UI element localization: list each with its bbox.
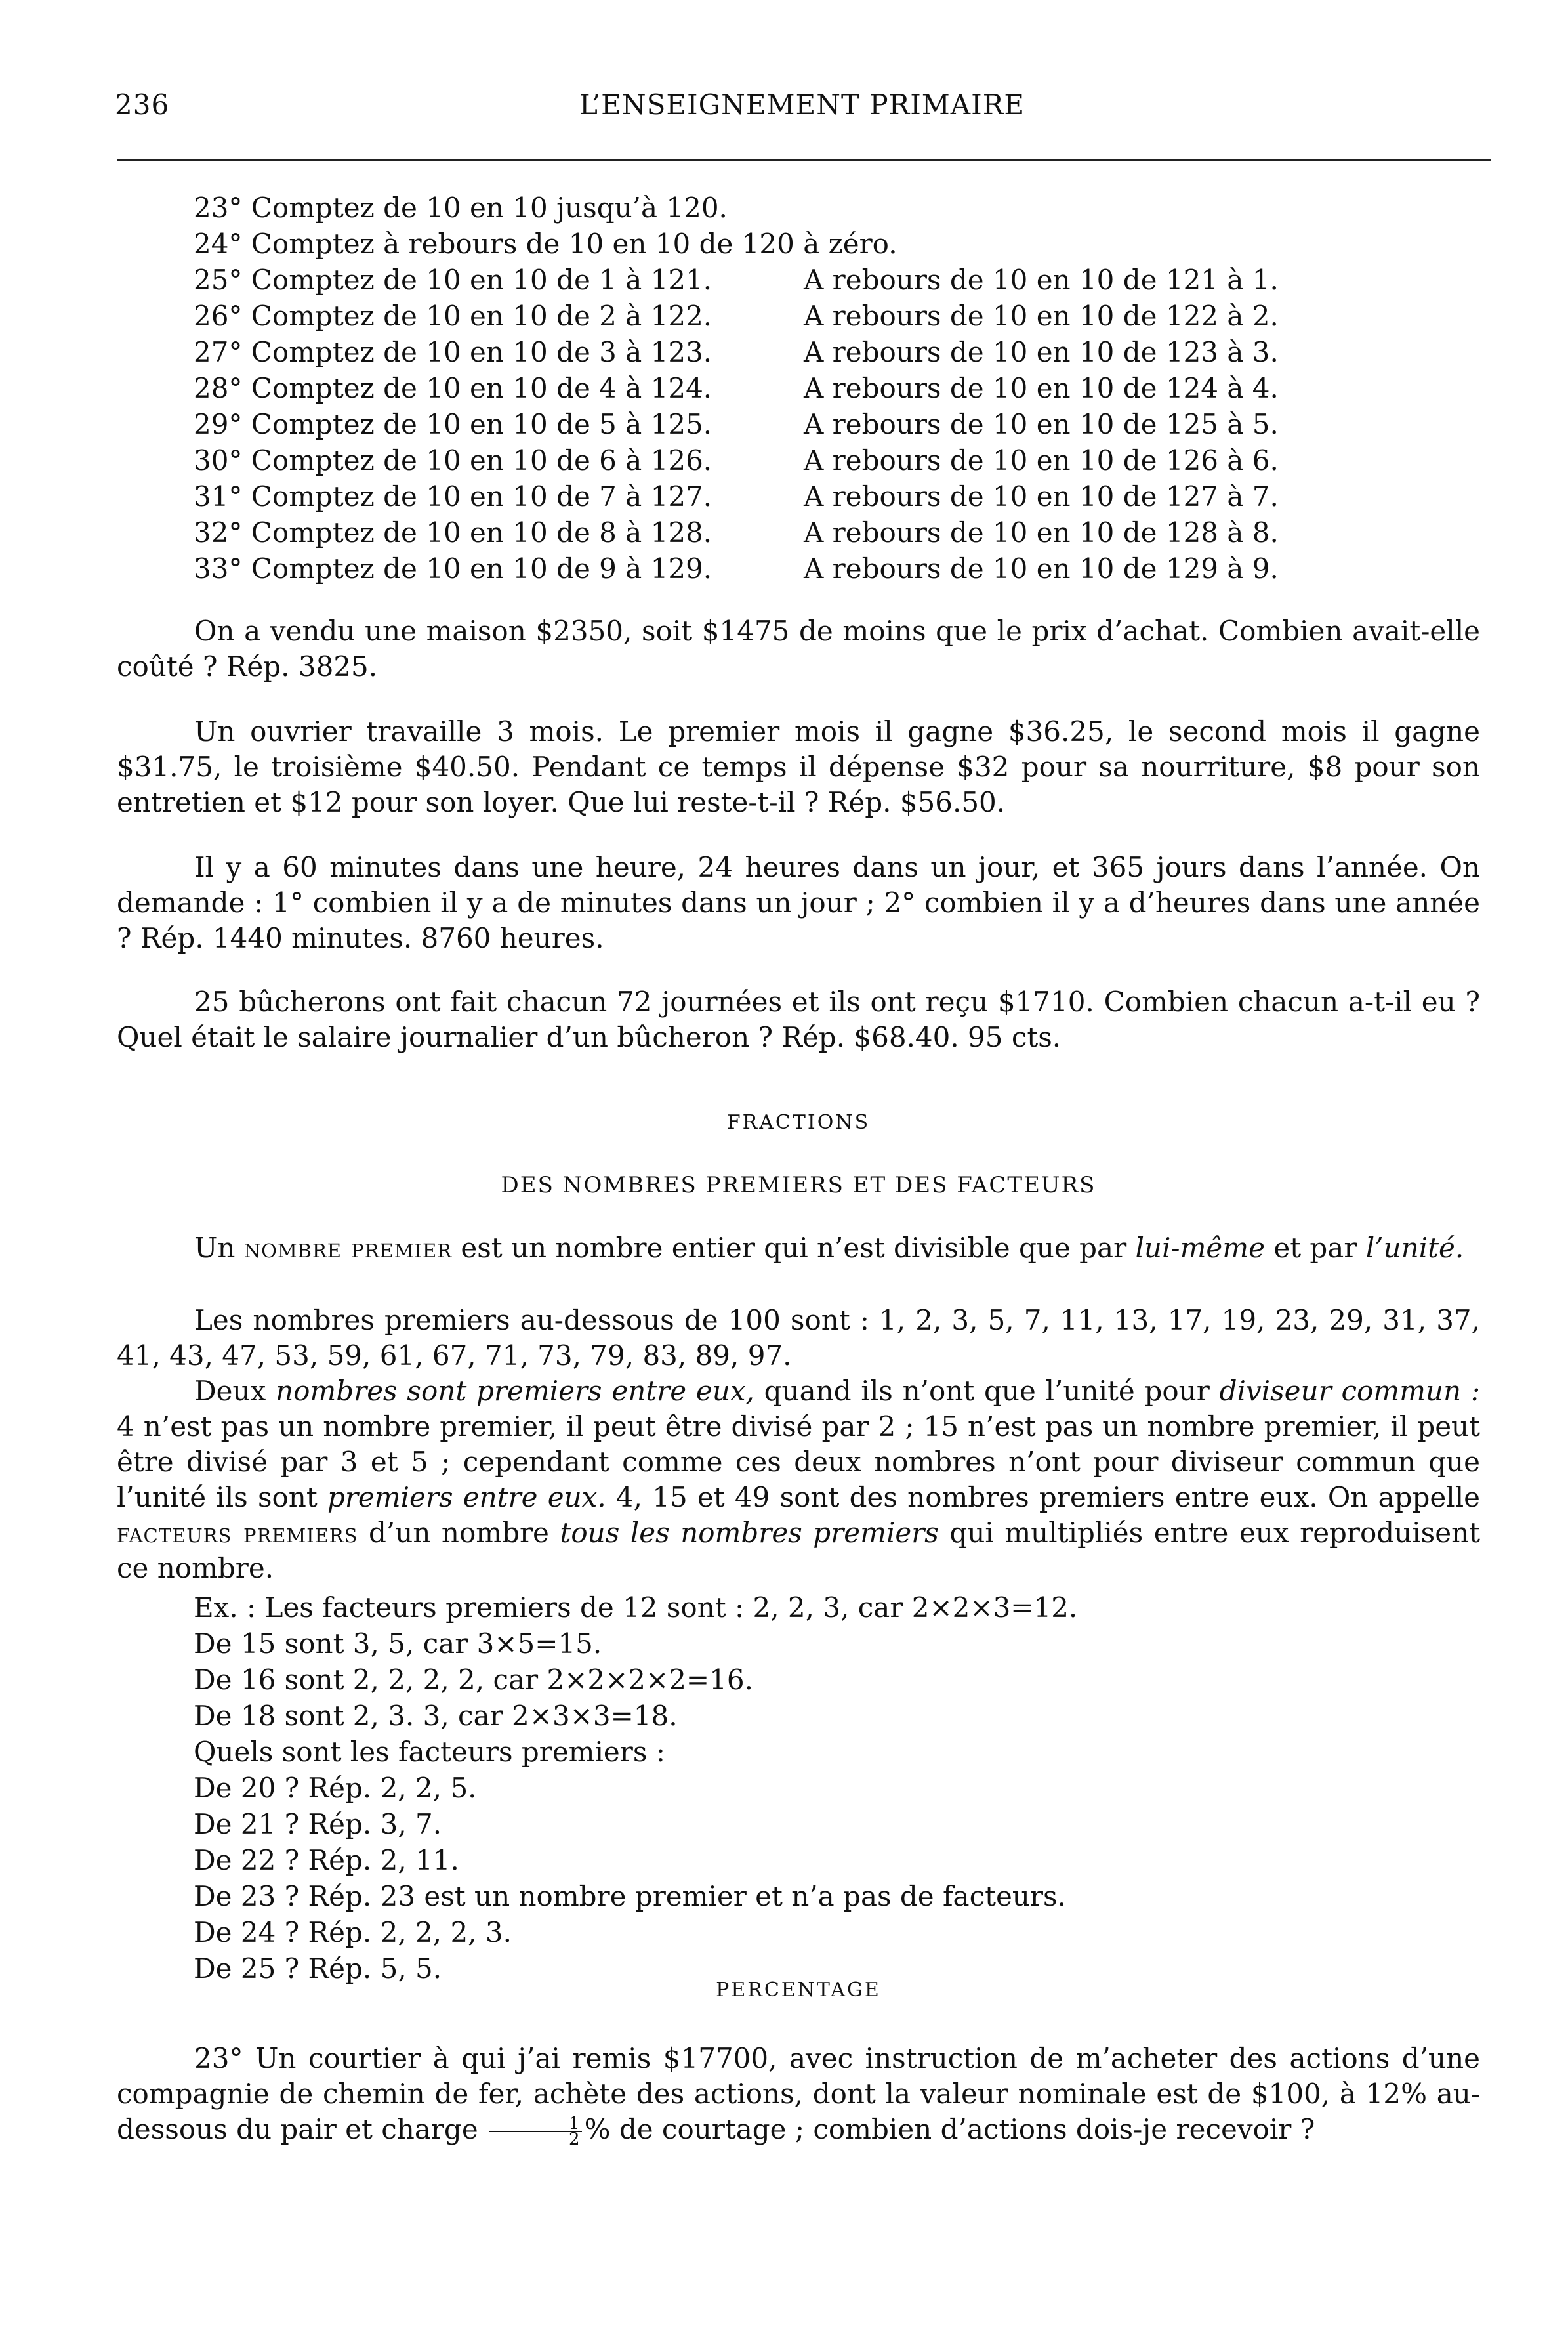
exercise-forward: 29° Comptez de 10 en 10 de 5 à 125. <box>194 408 712 440</box>
factor-line: De 21 ? Rép. 3, 7. <box>194 1808 442 1840</box>
section-heading-percentage: PERCENTAGE <box>716 1979 881 2002</box>
section-heading-fractions: FRACTIONS <box>726 1111 871 1134</box>
exercise-forward: 30° Comptez de 10 en 10 de 6 à 126. <box>194 444 712 476</box>
exercise-forward: 23° Comptez de 10 en 10 jusqu’à 120. <box>194 192 728 224</box>
exercise-reverse: A rebours de 10 en 10 de 126 à 6. <box>804 444 1279 476</box>
final-problem: 23° Un courtier à qui j’ai remis $17700, avec instruction de m’acheter des actions d’une compagnie de chemin de fer, achète des actions, dont la valeur nominale est de $100, à 12% au-dessous du pair et charge $\frac{1}{2}$ % de courtage ; combien d’actions dois-je recevoir ? <box>117 2042 1480 2149</box>
factor-line: Ex. : Les facteurs premiers de 12 sont : 2, 2, 3, car 2×2×3=12. <box>194 1591 1078 1624</box>
exercise-reverse: A rebours de 10 en 10 de 122 à 2. <box>804 300 1279 332</box>
factor-line: De 25 ? Rép. 5, 5. <box>194 1952 442 1984</box>
exercise-reverse: A rebours de 10 en 10 de 127 à 7. <box>804 480 1279 513</box>
exercise-line <box>194 336 1479 372</box>
exercise-forward: 27° Comptez de 10 en 10 de 3 à 123. <box>194 336 712 368</box>
exercise-forward: 25° Comptez de 10 en 10 de 1 à 121. <box>194 264 712 296</box>
coprime-explanation: Deux nombres sont premiers entre eux, quand ils n’ont que l’unité pour diviseur commun : 4 n’est pas un nombre premier, il peut être divisé par 2 ; 15 n’est pas un nombre premier, il peut être divisé par 3 et 5 ; cependant comme ces deux nombres n’ont pour diviseur commun que l’unité ils sont premiers entre eux. 4, 15 et 49 sont des nombres premiers entre eux. On appelle facteurs premiers d’un nombre tous les nombres premiers qui multipliés entre eux reproduisent ce nombre. <box>117 1375 1480 1584</box>
prime-definition: Un nombre premier est un nombre entier qui n’est divisible que par lui-même et par l’unité. <box>194 1232 1464 1264</box>
factor-line: De 23 ? Rép. 23 est un nombre premier et n’a pas de facteurs. <box>194 1880 1066 1912</box>
exercise-forward: 31° Comptez de 10 en 10 de 7 à 127. <box>194 480 712 513</box>
exercise-reverse: A rebours de 10 en 10 de 128 à 8. <box>804 516 1279 549</box>
exercise-line <box>194 553 1479 589</box>
exercise-reverse: A rebours de 10 en 10 de 121 à 1. <box>804 264 1279 296</box>
factor-line: De 16 sont 2, 2, 2, 2, car 2×2×2×2=16. <box>194 1664 753 1696</box>
header-rule <box>117 159 1491 161</box>
exercise-line <box>194 192 1479 228</box>
exercise-line <box>194 408 1479 444</box>
prime-list: Les nombres premiers au-dessous de 100 sont : 1, 2, 3, 5, 7, 11, 13, 17, 19, 23, 29, 31, 37, 41, 43, 47, 53, 59, 61, 67, 71, 73, 79, 83, 89, 97. <box>117 1304 1480 1372</box>
exercise-forward: 33° Comptez de 10 en 10 de 9 à 129. <box>194 553 712 585</box>
factor-line: Quels sont les facteurs premiers : <box>194 1736 665 1768</box>
exercise-forward: 24° Comptez à rebours de 10 en 10 de 120 à zéro. <box>194 228 897 260</box>
problem-paragraph: 25 bûcherons ont fait chacun 72 journées et ils ont reçu $1710. Combien chacun a-t-il eu ? Quel était le salaire journalier d’un bûcheron ? Rép. $68.40. 95 cts. <box>117 986 1480 1053</box>
exercise-reverse: A rebours de 10 en 10 de 124 à 4. <box>804 372 1279 404</box>
factor-line: De 15 sont 3, 5, car 3×5=15. <box>194 1627 602 1660</box>
exercise-reverse: A rebours de 10 en 10 de 129 à 9. <box>804 553 1279 585</box>
section-heading-primes: DES NOMBRES PREMIERS ET DES FACTEURS <box>501 1172 1096 1198</box>
page-number: 236 <box>115 89 170 121</box>
factor-line: De 24 ? Rép. 2, 2, 2, 3. <box>194 1916 512 1948</box>
exercise-line <box>194 444 1479 480</box>
exercise-forward: 28° Comptez de 10 en 10 de 4 à 124. <box>194 372 712 404</box>
exercise-reverse: A rebours de 10 en 10 de 123 à 3. <box>804 336 1279 368</box>
exercise-line <box>194 516 1479 553</box>
page-header <box>115 82 1489 135</box>
counting-exercises <box>194 192 1479 589</box>
exercise-line <box>194 300 1479 336</box>
problem-paragraph: Il y a 60 minutes dans une heure, 24 heures dans un jour, et 365 jours dans l’année. On demande : 1° combien il y a de minutes dans un jour ; 2° combien il y a d’heures dans une année ? Rép. 1440 minutes. 8760 heures. <box>117 851 1480 954</box>
exercise-line <box>194 372 1479 408</box>
fraction-one-half: $\frac{1}{2}$ <box>489 2116 582 2147</box>
running-title: L’ENSEIGNEMENT PRIMAIRE <box>579 89 1025 121</box>
factor-line: De 22 ? Rép. 2, 11. <box>194 1844 459 1876</box>
exercise-forward: 26° Comptez de 10 en 10 de 2 à 122. <box>194 300 712 332</box>
problem-paragraph: Un ouvrier travaille 3 mois. Le premier mois il gagne $36.25, le second mois il gagne $31.75, le troisième $40.50. Pendant ce temps il dépense $32 pour sa nourriture, $8 pour son entretien et $12 pour son loyer. Que lui reste-t-il ? Rép. $56.50. <box>117 715 1480 818</box>
exercise-line <box>194 480 1479 516</box>
factor-examples <box>194 1591 1440 1988</box>
factor-line: De 18 sont 2, 3. 3, car 2×3×3=18. <box>194 1700 678 1732</box>
exercise-line <box>194 264 1479 300</box>
problem-paragraph: On a vendu une maison $2350, soit $1475 de moins que le prix d’achat. Combien avait-elle coûté ? Rép. 3825. <box>117 615 1480 682</box>
exercise-reverse: A rebours de 10 en 10 de 125 à 5. <box>804 408 1279 440</box>
factor-line: De 20 ? Rép. 2, 2, 5. <box>194 1772 477 1804</box>
exercise-line <box>194 228 1479 264</box>
term-nombre-premier: nombre premier <box>243 1232 452 1264</box>
exercise-forward: 32° Comptez de 10 en 10 de 8 à 128. <box>194 516 712 549</box>
